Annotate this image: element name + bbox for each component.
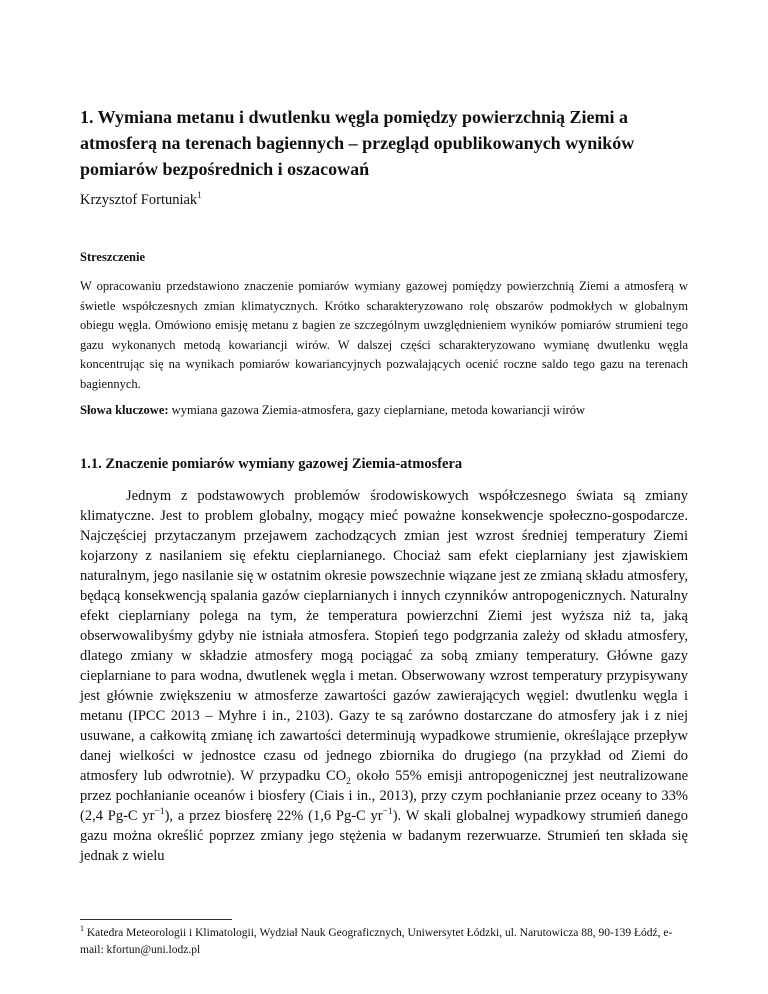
co2-subscript: 2 (346, 776, 351, 787)
unit-exponent-1: −1 (154, 807, 165, 818)
footnote-text: Katedra Meteorologii i Klimatologii, Wydział Nauk Geograficznych, Uniwersytet Łódzki, ul. Narutowicza 88, 90-139 Łódź, e-mail: kfortun@uni.lodz.pl (80, 927, 673, 956)
author-line (80, 192, 202, 209)
chapter-title: 1. Wymiana metanu i dwutlenku węgla pomiędzy powierzchnią Ziemi a atmosferą na terenach bagiennych – przegląd opublikowanych wyników pomiarów bezpośrednich i oszacowań (80, 107, 635, 179)
paragraph-part-1: Jednym z podstawowych problemów środowiskowych współczesnego świata są zmiany klimatyczne. Jest to problem globalny, mogący mieć poważne konsekwencje społeczno-gospodarcze. Najczęściej przytaczanym przejawem zachodzących zmian jest wzrost średniej temperatury Ziemi kojarzony z nasilaniem się efektu cieplarnianego. Chociaż sam efekt cieplarniany jest zjawiskiem naturalnym, jego nasilanie się w ostatnim okresie powszechnie wiązane jest ze zmianą składu atmosfery, będącą konsekwencją spalania gazów cieplarnianych i innych czynników antropogenicznych. Naturalny efekt cieplarniany polega na tym, że temperatura powierzchni Ziemi jest wyższa niż ta, jaką obserwowalibyśmy gdyby nie istniała atmosfera. Stopień tego podgrzania zależy od składu atmosfery, dlatego zmiany w składzie atmosfery mogą pociągać za sobą zmiany temperatury. Główne gazy cieplarniane to para wodna, dwutlenek węgla i metan. Obserwowany wzrost temperatury przypisywany jest głównie zwiększeniu w atmosferze zawartości gazów zawierających węgiel: dwutlenku węgla i metanu (IPCC 2013 – Myhre i in., 2103). Gazy te są zarówno dostarczane do atmosfery jak i z niej usuwane, a całkowitą zmianę ich zawartości determinują wypadkowe strumienie, określające przepływ danej wielkości w jednostce czasu od jednego zbiornika do drugiego (na przykład od Ziemi do atmosfery lub odwrotnie). W przypadku CO (80, 488, 688, 784)
author-name: Krzysztof Fortuniak (80, 192, 198, 208)
footnote-separator (80, 919, 232, 920)
paragraph-part-3: ), a przez biosferę 22% (1,6 Pg-C yr (164, 808, 383, 824)
abstract-text: W opracowaniu przedstawiono znaczenie pomiarów wymiany gazowej pomiędzy powierzchnią Ziemi a atmosferą w świetle współczesnych zmian klimatycznych. Krótko scharakteryzowano rolę obszarów podmokłych w globalnym obiegu węgla. Omówiono emisję metanu z bagien ze szczególnym uwzględnieniem wyników pomiarów strumieni tego gazu wykonanych metodą kowariancji wirów. W dalszej części scharakteryzowano wymianę dwutlenku węgla koncentrując się na wynikach pomiarów kowariancyjnych pozwalających ocenić roczne saldo tego gazu na terenach bagiennych. (80, 279, 688, 391)
keywords-text: wymiana gazowa Ziemia-atmosfera, gazy cieplarniane, metoda kowariancji wirów (171, 403, 586, 417)
unit-exponent-2: −1 (382, 807, 393, 818)
section-heading: 1.1. Znaczenie pomiarów wymiany gazowej Ziemia-atmosfera (80, 456, 463, 472)
section-paragraph (80, 486, 688, 866)
paragraph-part-2: około 55% emisji antropogenicznej jest neutralizowane przez pochłanianie oceanów i biosfery (Ciais i in., 2013), przy czym pochłanianie przez oceany to 33% (2,4 Pg-C yr (80, 768, 689, 824)
keywords-label: Słowa kluczowe: (80, 403, 169, 417)
footnote-mark: 1 (80, 924, 84, 934)
abstract-heading: Streszczenie (80, 250, 146, 264)
footnote (80, 925, 688, 959)
author-footnote-mark: 1 (197, 190, 202, 201)
keywords-line (80, 403, 700, 418)
paragraph-part-4: ). W skali globalnej wypadkowy strumień danego gazu można określić poprzez zmiany jego stężenia w badanym rezerwuarze. Strumień ten składa się jednak z wielu (80, 808, 688, 864)
